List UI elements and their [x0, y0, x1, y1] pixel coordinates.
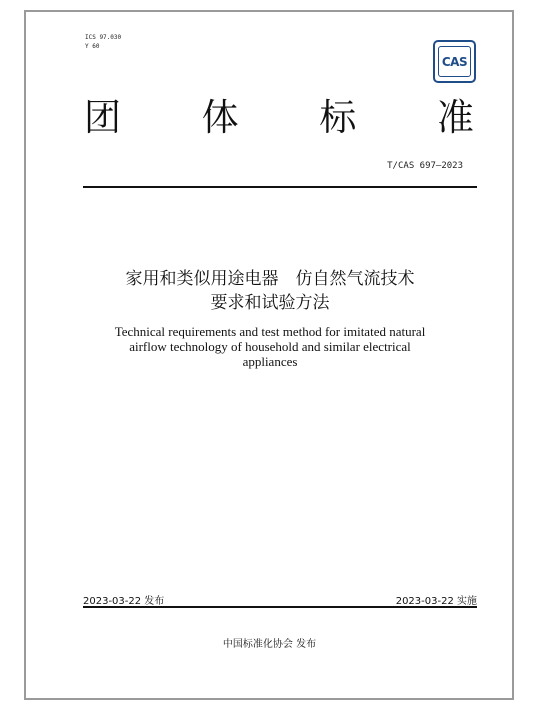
title-char-4: 准 [436, 96, 474, 139]
implementation-date: 2023-03-22 实施 [395, 596, 477, 607]
standard-number: T/CAS 697—2023 [387, 161, 463, 171]
title-char-1: 团 [84, 96, 121, 139]
ics-code: ICS 97.030 [85, 34, 122, 41]
title-char-3: 标 [319, 96, 357, 139]
title-char-2: 体 [201, 96, 239, 139]
english-title-line-3: appliances [242, 354, 298, 369]
publisher: 中国标准化协会 发布 [222, 639, 317, 650]
chinese-title-line-2: 要求和试验方法 [210, 293, 330, 313]
issue-date: 2023-03-22 发布 [83, 596, 165, 607]
english-title-line-2: airflow technology of household and similar electrical [129, 339, 411, 354]
classification-codes [85, 33, 121, 51]
english-title [75, 324, 465, 369]
top-divider [83, 186, 477, 188]
document-type-title [84, 96, 474, 140]
english-title-line-1: Technical requirements and test method for imitated natural [114, 324, 426, 339]
chinese-title [60, 267, 480, 315]
ccs-code: Y 60 [85, 43, 100, 50]
cas-logo-text: CAS [438, 46, 471, 77]
bottom-divider [83, 606, 477, 608]
chinese-title-line-1: 家用和类似用途电器 仿自然气流技术 [125, 269, 415, 289]
cas-logo [433, 40, 476, 83]
